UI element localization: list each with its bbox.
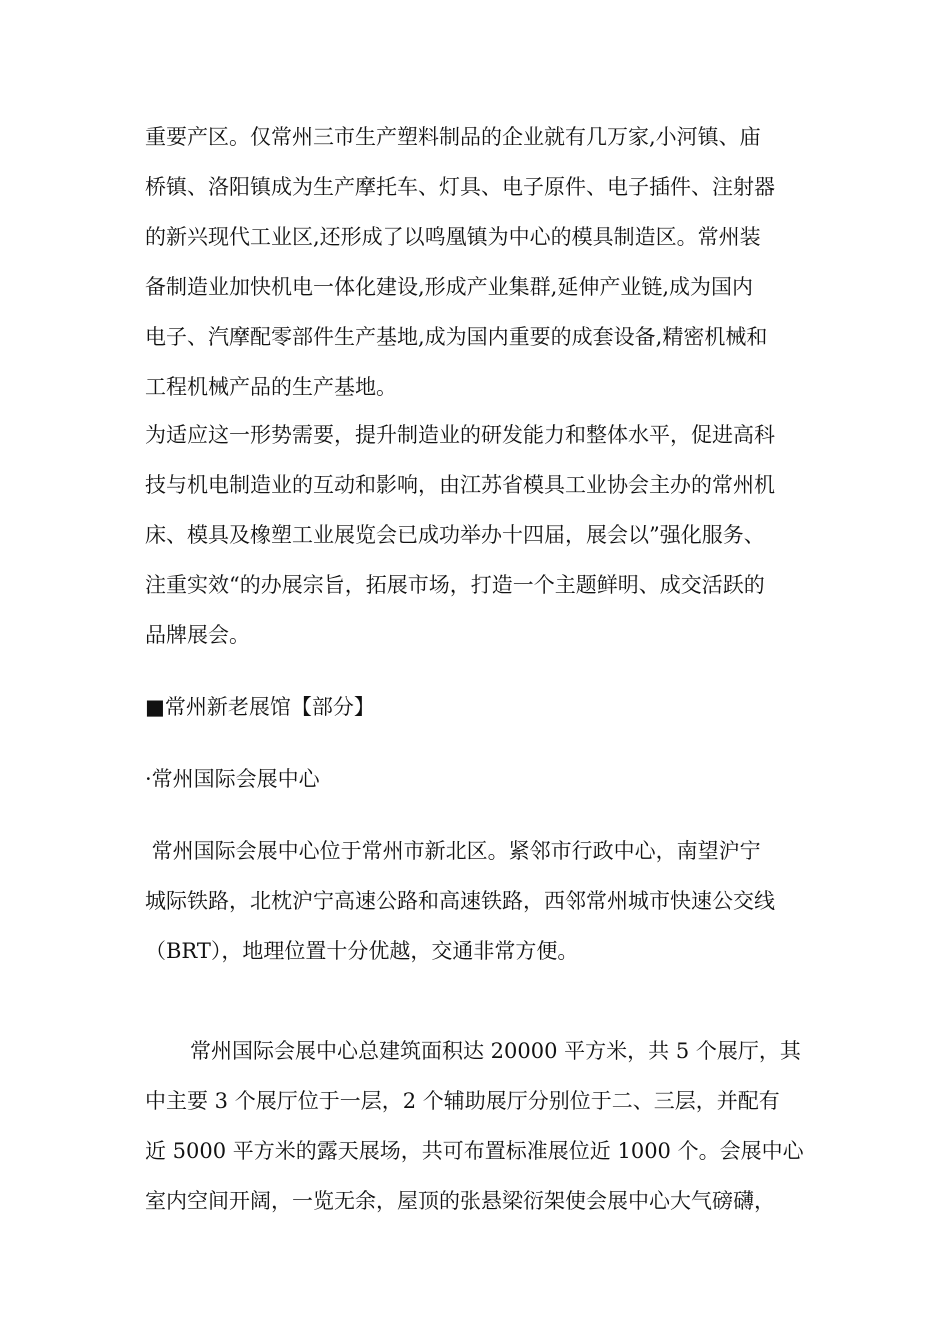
text-line: 常州国际会展中心总建筑面积达 20000 平方米，共 5 个展厅，其: [190, 1039, 801, 1063]
text-line: 工程机械产品的生产基地。: [145, 375, 397, 399]
sub-heading: ·常州国际会展中心: [145, 767, 320, 791]
text-line: 为适应这一形势需要，提升制造业的研发能力和整体水平，促进高科: [145, 423, 775, 447]
text-line: 重要产区。仅常州三市生产塑料制品的企业就有几万家,小河镇、庙: [145, 125, 761, 149]
text-line: 品牌展会。: [145, 623, 250, 647]
text-line: 技与机电制造业的互动和影响，由江苏省模具工业协会主办的常州机: [145, 473, 775, 497]
text-line: 中主要 3 个展厅位于一层，2 个辅助展厅分别位于二、三层，并配有: [145, 1089, 780, 1113]
text-line: 室内空间开阔，一览无余，屋顶的张悬梁衍架使会展中心大气磅礴，: [145, 1189, 775, 1213]
text-line: 常州国际会展中心位于常州市新北区。紧邻市行政中心，南望沪宁: [145, 839, 761, 863]
text-line: 的新兴现代工业区,还形成了以鸣凰镇为中心的模具制造区。常州装: [145, 225, 761, 249]
text-line: 注重实效“的办展宗旨，拓展市场，打造一个主题鲜明、成交活跃的: [145, 573, 765, 597]
text-line: 城际铁路，北枕沪宁高速公路和高速铁路，西邻常州城市快速公交线: [145, 889, 775, 913]
text-line: 桥镇、洛阳镇成为生产摩托车、灯具、电子原件、电子插件、注射器: [145, 175, 775, 199]
section-heading: ■常州新老展馆【部分】: [145, 695, 375, 719]
text-line: 电子、汽摩配零部件生产基地,成为国内重要的成套设备,精密机械和: [145, 325, 768, 349]
text-line: 备制造业加快机电一体化建设,形成产业集群,延伸产业链,成为国内: [145, 275, 754, 299]
text-line: （BRT），地理位置十分优越，交通非常方便。: [145, 939, 579, 963]
text-line: 近 5000 平方米的露天展场，共可布置标准展位近 1000 个。会展中心: [145, 1139, 804, 1163]
text-line: 床、模具及橡塑工业展览会已成功举办十四届，展会以”强化服务、: [145, 523, 765, 547]
